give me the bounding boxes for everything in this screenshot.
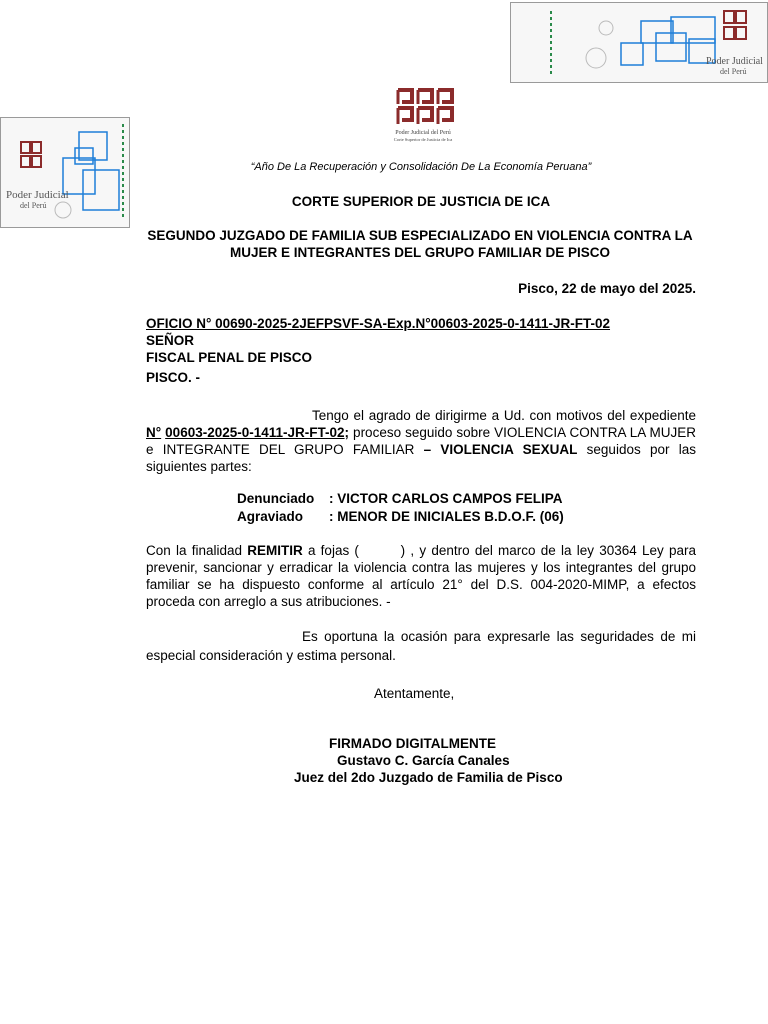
year-motto: “Año De La Recuperación y Consolidación De La Economía Peruana” <box>250 161 592 173</box>
paragraph-courtesy-1: Es oportuna la ocasión para expresarle las seguridades de mi <box>302 629 696 644</box>
logo-caption-2: Corte Superior de Justicia de Ica <box>393 137 453 143</box>
stamp-logo-text <box>706 57 763 76</box>
logo-caption-1: Poder Judicial del Perú <box>395 130 451 136</box>
recipient-name: FISCAL PENAL DE PISCO <box>146 350 313 365</box>
juzgado-line2: MUJER E INTEGRANTES DEL GRUPO FAMILIAR DE PISCO <box>229 245 611 260</box>
logo-mark-icon <box>378 84 468 130</box>
juzgado-line1: SEGUNDO JUZGADO DE FAMILIA SUB ESPECIALIZADO EN VIOLENCIA CONTRA LA <box>147 228 693 243</box>
recipient-city: PISCO. - <box>146 370 201 385</box>
court-name: CORTE SUPERIOR DE JUSTICIA DE ICA <box>291 194 551 209</box>
expediente-number: 00603-2025-0-1411-JR-FT-02 <box>165 425 345 440</box>
paragraph-intro <box>146 407 696 475</box>
stamp-graphic-left <box>1 118 129 227</box>
party-agraviado-label: Agraviado <box>237 509 304 524</box>
expediente-label: N° <box>146 425 162 440</box>
remitir-text-a: Con la finalidad <box>146 543 248 558</box>
stamp-logo-line1: Poder Judicial <box>706 56 763 67</box>
stamp-logo-text-left <box>6 190 69 210</box>
stamp-logo-left-line2: del Perú <box>20 200 47 210</box>
paragraph-remitir <box>146 542 700 610</box>
party-denunciado-label: Denunciado <box>237 491 315 506</box>
poder-judicial-logo <box>378 84 468 146</box>
signature-stamp-top <box>510 2 768 83</box>
remitir-keyword: REMITIR <box>247 543 303 558</box>
party-agraviado-value: : MENOR DE INICIALES B.D.O.F. (06) <box>329 509 564 524</box>
paragraph-courtesy-2: especial consideración y estima personal. <box>146 648 396 663</box>
intro-text-b: proceso seguido sobre VIOLENCIA CONTRA LA MUJER e INTEGRANTE DEL GRUPO FAMILIAR <box>146 425 696 457</box>
signature-stamp-left <box>0 117 130 228</box>
signature-line1: FIRMADO DIGITALMENTE <box>329 736 496 751</box>
closing: Atentamente, <box>374 686 455 701</box>
stamp-logo-left-line1: Poder Judicial <box>6 189 69 201</box>
recipient-title: SEÑOR <box>146 333 195 348</box>
oficio-number: OFICIO N° 00690-2025-2JEFPSVF-SA-Exp.N°00603-2025-0-1411-JR-FT-02 <box>146 316 611 331</box>
signature-name: Gustavo C. García Canales <box>337 753 510 768</box>
party-denunciado-value: : VICTOR CARLOS CAMPOS FELIPA <box>329 491 563 506</box>
intro-text-a: Tengo el agrado de dirigirme a Ud. con motivos del expediente <box>312 408 696 423</box>
remitir-text-b: a fojas ( ) , y dentro del marco de la ley 30364 Ley para prevenir, sancionar y erradicar la violencia contra las mujeres y los integrantes del grupo familiar se ha dispuesto conforme al artículo 21° del D.S. 004-2020-MIMP, a efectos proceda con arreglo a sus atribuciones. - <box>146 543 700 609</box>
expediente-semicolon: ; <box>344 425 350 440</box>
intro-text-c: seguidos por las siguientes partes: <box>146 442 696 474</box>
signature-role: Juez del 2do Juzgado de Familia de Pisco <box>294 770 563 785</box>
document-date: Pisco, 22 de mayo del 2025. <box>518 281 696 296</box>
stamp-logo-line2: del Perú <box>720 66 747 76</box>
violence-type: – VIOLENCIA SEXUAL <box>423 442 578 457</box>
